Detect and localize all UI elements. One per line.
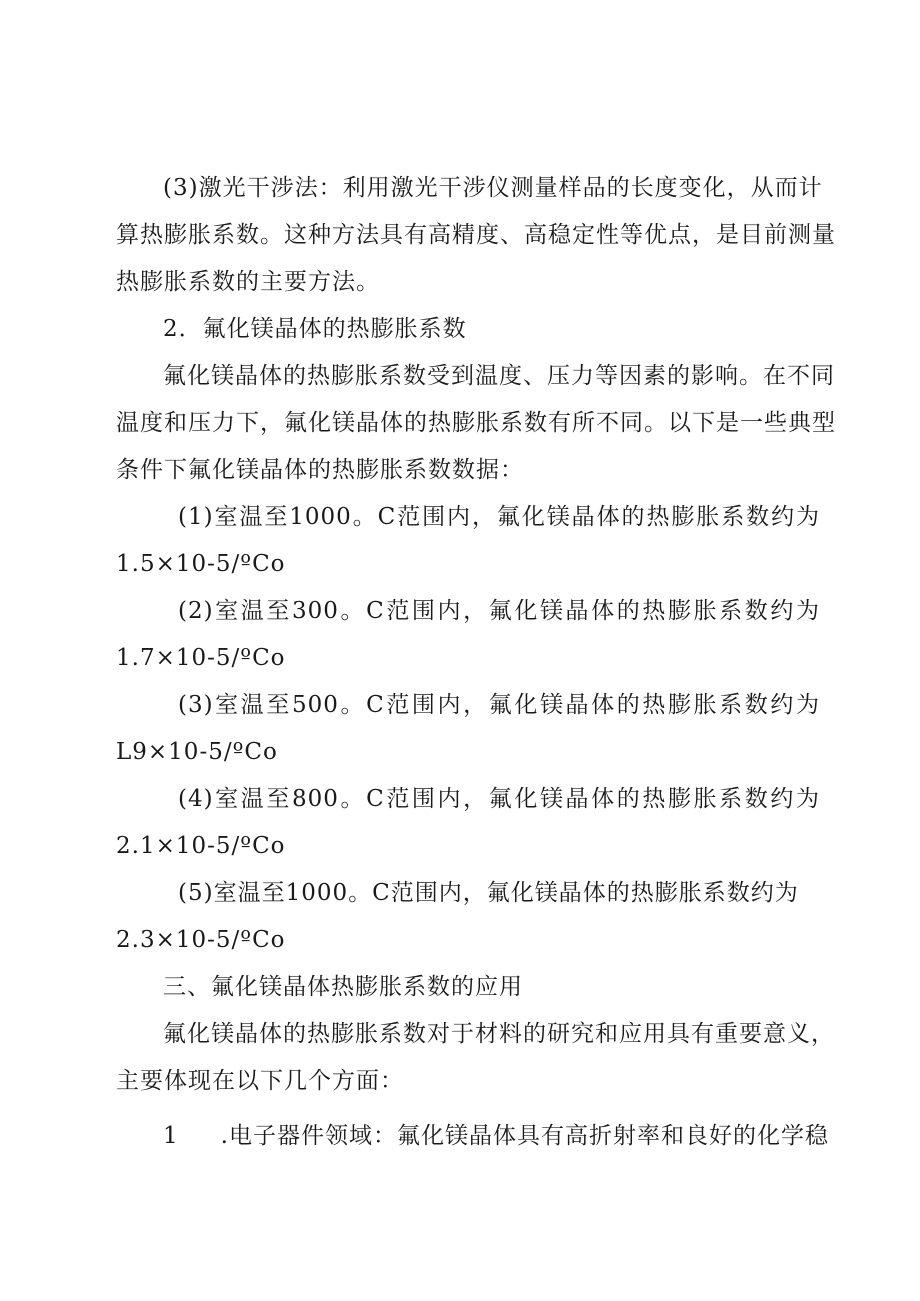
list-item-text: (1)室温至1000。C范围内，氟化镁晶体的热膨胀系数约为 <box>178 504 820 530</box>
text-line: (3)激光干涉法：利用激光干涉仪测量样品的长度变化，从而计 <box>163 175 823 201</box>
list-number: 1 <box>163 1123 179 1149</box>
list-item-value: 2.3×10-5/ºCo <box>116 927 286 953</box>
text-line: 主要体现在以下几个方面： <box>116 1068 404 1094</box>
list-item-text: (5)室温至1000。C范围内，氟化镁晶体的热膨胀系数约为 <box>178 880 799 906</box>
list-item-text: .电子器件领域：氟化镁晶体具有高折射率和良好的化学稳 <box>220 1123 829 1149</box>
list-item-value: 1.5×10-5/ºCo <box>116 551 286 577</box>
text-line: 氟化镁晶体的热膨胀系数受到温度、压力等因素的影响。在不同 <box>163 363 835 389</box>
text-line: 算热膨胀系数。这种方法具有高精度、高稳定性等优点，是目前测量 <box>116 222 836 248</box>
text-line: 温度和压力下，氟化镁晶体的热膨胀系数有所不同。以下是一些典型 <box>116 410 836 436</box>
text-line: 氟化镁晶体的热膨胀系数对于材料的研究和应用具有重要意义， <box>163 1021 835 1047</box>
text-line <box>163 1120 829 1152</box>
list-item-text: (4)室温至800。C范围内，氟化镁晶体的热膨胀系数约为 <box>178 786 820 812</box>
section-heading: 三、氟化镁晶体热膨胀系数的应用 <box>163 974 523 1000</box>
section-heading: 2．氟化镁晶体的热膨胀系数 <box>163 316 467 342</box>
list-item-text: (2)室温至300。C范围内，氟化镁晶体的热膨胀系数约为 <box>178 598 820 624</box>
list-item-value: 2.1×10-5/ºCo <box>116 833 286 859</box>
list-item-value: L9×10-5/ºCo <box>116 739 278 765</box>
text-line: 条件下氟化镁晶体的热膨胀系数数据： <box>116 457 524 483</box>
list-item-text: (3)室温至500。C范围内，氟化镁晶体的热膨胀系数约为 <box>178 692 820 718</box>
list-item-value: 1.7×10-5/ºCo <box>116 645 286 671</box>
text-line: 热膨胀系数的主要方法。 <box>116 269 380 295</box>
